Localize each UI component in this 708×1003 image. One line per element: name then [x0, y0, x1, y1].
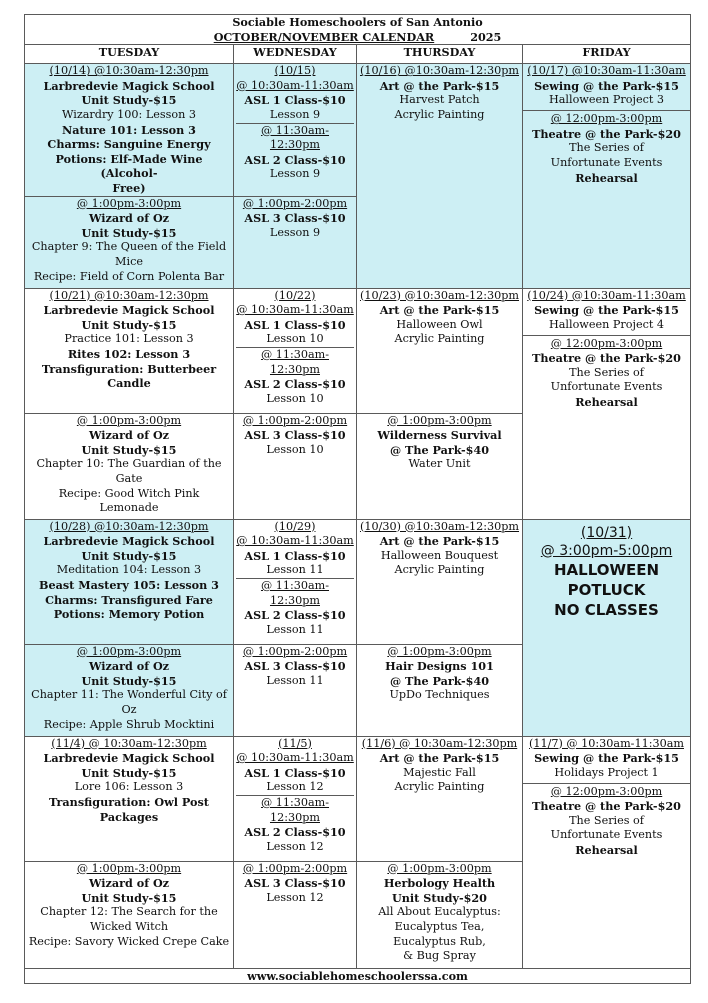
event-time: @ 1:00pm-3:00pm — [76, 644, 182, 658]
event-detail-bold: Rehearsal — [575, 394, 638, 409]
day-header-wednesday: WEDNESDAY — [234, 45, 357, 64]
event-title: Art @ the Park-$15 — [379, 751, 500, 766]
event-time: @ 10:30am-11:30am — [236, 78, 354, 92]
event-time: (10/17) @10:30am-11:30am — [527, 64, 686, 78]
event-time: (10/28) @10:30am-12:30pm — [49, 519, 209, 533]
event-detail-bold: Rites 102: Lesson 3 — [67, 346, 191, 361]
class-lesson: Lesson 12 — [266, 780, 324, 794]
event-detail-bold: Packages — [99, 809, 159, 824]
event-detail: All About Eucalyptus: — [378, 905, 501, 919]
event-detail-bold: Transfiguration: Butterbeer — [41, 361, 217, 376]
tuesday-morning-cell — [25, 736, 234, 861]
event-time: @ 1:00pm-3:00pm — [76, 196, 182, 210]
event-title: Sewing @ the Park-$15 — [534, 303, 679, 318]
class-title: ASL 3 Class-$10 — [244, 428, 346, 443]
thursday-morning-cell — [357, 64, 523, 288]
event-detail: Gate — [115, 471, 143, 485]
event-time: @ 11:30am-12:30pm — [260, 578, 330, 607]
event-title: Larbredevie Magick School — [43, 751, 215, 766]
calendar-month-title: OCTOBER/NOVEMBER CALENDAR — [213, 29, 435, 44]
thursday-afternoon-cell — [357, 413, 523, 519]
event-detail: Chapter 11: The Wonderful City of — [31, 688, 227, 702]
event-detail: Unfortunate Events — [550, 380, 663, 394]
thursday-morning-cell — [357, 519, 523, 644]
event-detail: Wizardry 100: Lesson 3 — [61, 107, 196, 121]
event-time: @ 1:00pm-3:00pm — [387, 413, 492, 427]
event-detail-bold: Rehearsal — [575, 842, 638, 857]
event-time: (10/16) @10:30am-12:30pm — [359, 64, 520, 78]
event-title: Wilderness Survival — [377, 428, 502, 443]
wednesday-afternoon-cell — [234, 413, 357, 519]
event-detail: The Series of — [569, 365, 644, 379]
event-detail-bold: Candle — [107, 376, 151, 391]
org-name: Sociable Homeschoolers of San Antonio — [232, 15, 483, 29]
event-price: Unit Study-$15 — [81, 548, 177, 563]
event-title: Wizard of Oz — [88, 211, 170, 226]
event-detail: Chapter 10: The Guardian of the — [36, 457, 222, 471]
class-title: ASL 2 Class-$10 — [244, 377, 346, 392]
thursday-afternoon-cell — [357, 644, 523, 736]
event-time: @ 10:30am-11:30am — [236, 751, 354, 765]
event-time: (11/4) @ 10:30am-12:30pm — [51, 736, 207, 750]
event-time: @ 12:00pm-3:00pm — [550, 336, 663, 350]
class-title: ASL 1 Class-$10 — [244, 93, 346, 108]
calendar-header — [25, 15, 691, 45]
week-row-morning — [25, 736, 691, 861]
event-detail-bold: Charms: Transfigured Fare — [45, 592, 213, 607]
event-time: @ 1:00pm-3:00pm — [76, 413, 182, 427]
event-time: (11/6) @ 10:30am-12:30pm — [361, 736, 518, 750]
class-lesson: Lesson 12 — [266, 890, 324, 904]
event-time: (10/21) @10:30am-12:30pm — [49, 288, 209, 302]
event-detail: Recipe: Savory Wicked Crepe Cake — [28, 934, 230, 948]
event-price: @ The Park-$40 — [389, 442, 490, 457]
tuesday-afternoon-cell — [25, 196, 234, 288]
event-detail: Recipe: Good Witch Pink — [58, 486, 200, 500]
event-title: Sewing @ the Park-$15 — [534, 78, 679, 93]
event-title: Hair Designs 101 — [385, 659, 494, 674]
class-title: ASL 3 Class-$10 — [244, 876, 346, 891]
event-time: @ 10:30am-11:30am — [236, 534, 354, 548]
event-detail: Acrylic Painting — [394, 780, 485, 794]
calendar-year: 2025 — [470, 29, 502, 44]
event-detail-bold: Potions: Memory Potion — [53, 607, 205, 622]
event-time: @ 1:00pm-2:00pm — [242, 861, 348, 875]
event-title: Theatre @ the Park-$20 — [532, 799, 681, 814]
event-detail: The Series of — [569, 813, 644, 827]
event-detail: Recipe: Apple Shrub Mocktini — [43, 717, 215, 731]
event-detail: Recipe: Field of Corn Polenta Bar — [33, 269, 225, 283]
week-row-morning — [25, 519, 691, 644]
event-detail: Halloween Project 4 — [548, 317, 665, 331]
event-detail: Chapter 9: The Queen of the Field — [31, 240, 227, 254]
event-title: Sewing @ the Park-$15 — [534, 751, 679, 766]
day-header-thursday: THURSDAY — [357, 45, 523, 64]
class-lesson: Lesson 10 — [266, 332, 324, 346]
event-date: (10/31) — [580, 524, 633, 541]
wednesday-afternoon-cell — [234, 196, 357, 288]
event-time: @ 11:30am-12:30pm — [260, 123, 330, 152]
wednesday-morning-cell — [234, 736, 357, 861]
tuesday-morning-cell — [25, 519, 234, 644]
calendar-title — [27, 30, 688, 45]
wednesday-morning-cell — [234, 519, 357, 644]
event-time: @ 12:00pm-3:00pm — [550, 112, 663, 126]
event-detail: & Bug Spray — [403, 949, 476, 963]
event-time: @ 12:00pm-3:00pm — [550, 784, 663, 798]
thursday-afternoon-cell — [357, 861, 523, 968]
week-row-morning — [25, 64, 691, 196]
tuesday-afternoon-cell — [25, 861, 234, 968]
event-time: @ 1:00pm-3:00pm — [76, 861, 182, 875]
event-detail: Acrylic Painting — [394, 107, 485, 121]
event-detail: Holidays Project 1 — [554, 765, 659, 779]
calendar-table — [24, 14, 691, 984]
class-lesson: Lesson 9 — [269, 225, 321, 239]
wednesday-afternoon-cell — [234, 644, 357, 736]
class-title: ASL 3 Class-$10 — [244, 211, 346, 226]
event-detail: Lemonade — [99, 501, 159, 515]
event-detail: Halloween Owl — [396, 317, 483, 331]
class-lesson: Lesson 10 — [266, 442, 324, 456]
tuesday-morning-cell — [25, 288, 234, 413]
event-title: Art @ the Park-$15 — [379, 78, 500, 93]
event-time: @ 1:00pm-3:00pm — [387, 861, 492, 875]
event-detail: Harvest Patch — [399, 93, 480, 107]
friday-cell — [523, 519, 691, 736]
event-detail: Mice — [115, 254, 143, 268]
class-lesson: Lesson 11 — [266, 622, 324, 636]
event-title: Larbredevie Magick School — [43, 78, 215, 93]
event-detail-bold: Charms: Sanguine Energy — [47, 137, 211, 152]
event-price: Unit Study-$20 — [392, 890, 487, 905]
event-detail: The Series of — [569, 141, 644, 155]
event-detail: Lore 106: Lesson 3 — [74, 780, 184, 794]
friday-cell — [523, 736, 691, 968]
event-detail: Acrylic Painting — [394, 563, 485, 577]
event-time: @ 3:00pm-5:00pm — [540, 542, 673, 559]
event-detail-bold: Transfiguration: Owl Post — [49, 794, 209, 809]
event-detail: UpDo Techniques — [389, 688, 490, 702]
potluck-title: HALLOWEEN — [553, 560, 660, 579]
event-price: Unit Study-$15 — [81, 93, 177, 108]
event-time: (10/30) @10:30am-12:30pm — [359, 519, 520, 533]
class-title: ASL 3 Class-$10 — [244, 659, 346, 674]
calendar-page — [24, 14, 690, 988]
event-detail: Meditation 104: Lesson 3 — [56, 563, 202, 577]
website-footer[interactable]: www.sociablehomeschoolerssa.com — [25, 968, 691, 984]
event-detail-bold: Beast Mastery 105: Lesson 3 — [39, 577, 219, 592]
tuesday-morning-cell — [25, 64, 234, 196]
no-classes-notice: NO CLASSES — [554, 600, 659, 619]
friday-cell — [523, 288, 691, 519]
event-price: Unit Study-$15 — [81, 890, 177, 905]
event-time: @ 1:00pm-3:00pm — [387, 644, 492, 658]
class-title: ASL 1 Class-$10 — [244, 317, 346, 332]
event-detail: Practice 101: Lesson 3 — [64, 332, 194, 346]
event-time: @ 11:30am-12:30pm — [260, 795, 330, 824]
week-row-morning — [25, 288, 691, 413]
class-lesson: Lesson 9 — [269, 107, 321, 121]
class-title: ASL 2 Class-$10 — [244, 608, 346, 623]
event-detail-bold: Rehearsal — [575, 170, 638, 185]
event-time: (10/23) @10:30am-12:30pm — [359, 288, 520, 302]
event-price: Unit Study-$15 — [81, 442, 177, 457]
tuesday-afternoon-cell — [25, 413, 234, 519]
event-date: (10/22) — [274, 288, 316, 302]
thursday-morning-cell — [357, 736, 523, 861]
event-time: (11/7) @ 10:30am-11:30am — [529, 736, 684, 750]
event-detail: Eucalyptus Rub, — [393, 934, 486, 948]
event-title: Herbology Health — [383, 876, 496, 891]
event-title: Wizard of Oz — [88, 659, 170, 674]
event-detail: Halloween Project 3 — [548, 93, 665, 107]
class-title: ASL 2 Class-$10 — [244, 825, 346, 840]
event-detail: Unfortunate Events — [550, 155, 663, 169]
event-title: Theatre @ the Park-$20 — [532, 126, 681, 141]
class-lesson: Lesson 11 — [266, 673, 324, 687]
event-detail: Oz — [121, 702, 137, 716]
event-date: (10/29) — [274, 519, 316, 533]
event-title: Wizard of Oz — [88, 876, 170, 891]
event-detail: Majestic Fall — [403, 765, 476, 779]
event-detail: Chapter 12: The Search for the — [40, 905, 218, 919]
event-price: Unit Study-$15 — [81, 225, 177, 240]
event-detail: Acrylic Painting — [394, 332, 485, 346]
event-title: Theatre @ the Park-$20 — [532, 351, 681, 366]
class-lesson: Lesson 12 — [266, 839, 324, 853]
event-time: @ 10:30am-11:30am — [236, 303, 354, 317]
event-title: Wizard of Oz — [88, 428, 170, 443]
event-detail-bold: Nature 101: Lesson 3 — [62, 122, 196, 137]
wednesday-morning-cell — [234, 288, 357, 413]
event-time: @ 1:00pm-2:00pm — [242, 413, 348, 427]
event-detail: Eucalyptus Tea, — [394, 919, 485, 933]
event-time: (10/24) @10:30am-11:30am — [527, 288, 686, 302]
wednesday-morning-cell — [234, 64, 357, 196]
event-title: Larbredevie Magick School — [43, 534, 215, 549]
event-detail: Wicked Witch — [89, 919, 169, 933]
event-date: (11/5) — [278, 736, 312, 750]
day-header-tuesday: TUESDAY — [25, 45, 234, 64]
event-date: (10/15) — [274, 64, 316, 78]
event-detail-bold: Free) — [112, 180, 146, 195]
event-price: Unit Study-$15 — [81, 765, 177, 780]
day-header-friday: FRIDAY — [523, 45, 691, 64]
event-detail: Water Unit — [408, 457, 471, 471]
class-title: ASL 1 Class-$10 — [244, 765, 346, 780]
event-detail: Unfortunate Events — [550, 828, 663, 842]
event-detail-bold: Potions: Elf-Made Wine (Alcohol- — [55, 151, 203, 181]
potluck-subtitle: POTLUCK — [567, 580, 646, 599]
event-title: Art @ the Park-$15 — [379, 303, 500, 318]
wednesday-afternoon-cell — [234, 861, 357, 968]
event-title: Larbredevie Magick School — [43, 303, 215, 318]
event-price: @ The Park-$40 — [389, 673, 490, 688]
thursday-morning-cell — [357, 288, 523, 413]
tuesday-afternoon-cell — [25, 644, 234, 736]
class-title: ASL 2 Class-$10 — [244, 152, 346, 167]
class-lesson: Lesson 10 — [266, 391, 324, 405]
class-title: ASL 1 Class-$10 — [244, 548, 346, 563]
event-time: @ 1:00pm-2:00pm — [242, 644, 348, 658]
class-lesson: Lesson 9 — [269, 167, 321, 181]
event-price: Unit Study-$15 — [81, 673, 177, 688]
event-detail: Halloween Bouquest — [380, 548, 499, 562]
event-time: @ 1:00pm-2:00pm — [242, 196, 348, 210]
event-time: @ 11:30am-12:30pm — [260, 347, 330, 376]
event-title: Art @ the Park-$15 — [379, 534, 500, 549]
event-price: Unit Study-$15 — [81, 317, 177, 332]
event-time: (10/14) @10:30am-12:30pm — [49, 64, 209, 78]
friday-cell — [523, 64, 691, 288]
class-lesson: Lesson 11 — [266, 563, 324, 577]
